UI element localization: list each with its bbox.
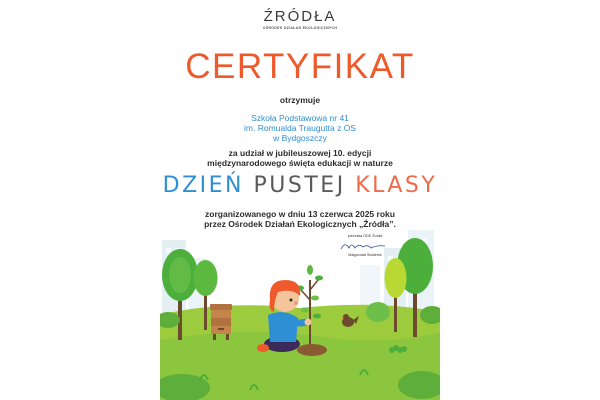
- recipient-line-2: im. Romualda Traugutta z OS: [244, 123, 356, 133]
- certificate-title: CERTYFIKAT: [185, 47, 415, 86]
- signature-name: Małgorzata Świderek: [348, 253, 382, 257]
- event-word-1: DZIEŃ: [162, 173, 245, 198]
- organized-line-1: zorganizowanego w dniu 13 czerwca 2025 roku: [205, 209, 395, 219]
- organization-logo: [0, 9, 600, 31]
- reason-line-2: międzynarodowego święta edukacji w naturze: [207, 158, 393, 168]
- nature-illustration: [160, 220, 440, 400]
- reason-line-1: za udział w jubileuszowej 10. edycji: [228, 148, 372, 158]
- recipient-line-1: Szkoła Podstawowa nr 41: [251, 113, 349, 123]
- event-name: [0, 173, 600, 199]
- handwritten-signature: [337, 240, 393, 252]
- event-word-2: PUSTEJ: [253, 173, 346, 198]
- event-word-3: KLASY: [355, 173, 438, 198]
- logo-name: ŹRÓDŁA: [263, 8, 337, 25]
- logo-subtitle: OŚRODEK DZIAŁAŃ EKOLOGICZNYCH: [262, 26, 338, 30]
- signature-role: prezeska ODE Źródła: [347, 234, 383, 238]
- organized-line-2: przez Ośrodek Działań Ekologicznych „Źródła”.: [204, 219, 396, 229]
- receives-label: otrzymuje: [279, 95, 321, 105]
- recipient-line-3: w Bydgoszczy: [273, 133, 327, 143]
